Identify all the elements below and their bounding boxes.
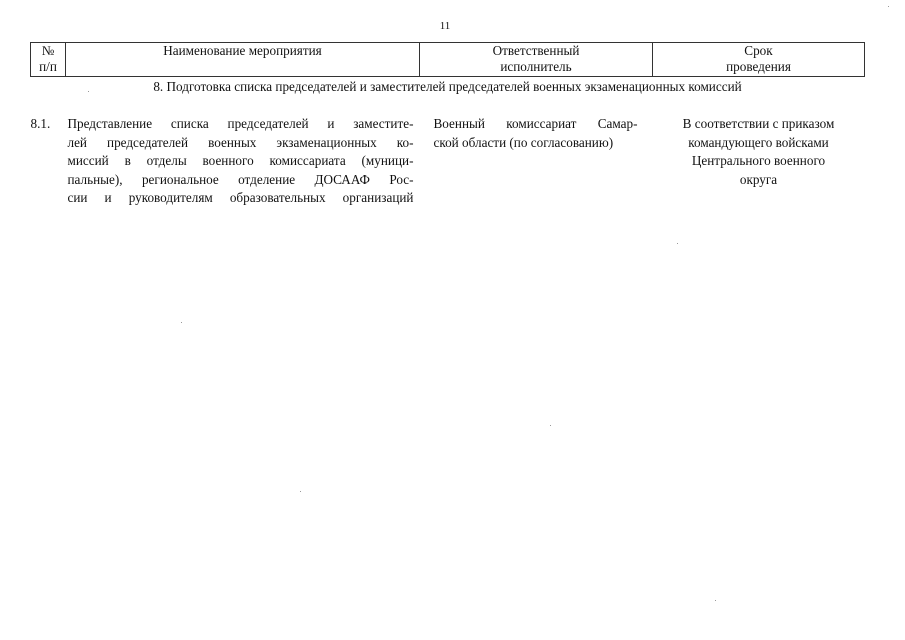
scan-speck bbox=[181, 322, 182, 323]
header-num bbox=[31, 43, 66, 77]
responsible-executor bbox=[420, 115, 653, 208]
header-responsible-line-1: Ответственный bbox=[492, 43, 580, 58]
deadline bbox=[653, 115, 865, 208]
row-number: 8.1. bbox=[30, 116, 51, 131]
header-term-line-2: проведения bbox=[726, 59, 791, 74]
scan-speck bbox=[888, 6, 889, 7]
section-row bbox=[31, 77, 865, 104]
responsible-line: ской области (по согласованию) bbox=[433, 134, 614, 150]
header-term bbox=[653, 43, 865, 77]
header-term-line-1: Срок bbox=[744, 43, 773, 58]
plan-table bbox=[30, 42, 865, 208]
deadline-line: округа bbox=[739, 171, 778, 187]
event-name-line: миссий в отделы военного комиссариата (муници- bbox=[67, 153, 414, 168]
page-number: 11 bbox=[439, 20, 451, 32]
event-name-line: Представление списка председателей и заместите- bbox=[67, 116, 414, 131]
event-name-line: сии и руководителям образовательных организаций bbox=[67, 190, 414, 205]
section-title: 8. Подготовка списка председателей и заместителей председателей военных экзаменационных комиссий bbox=[153, 79, 742, 94]
scan-speck bbox=[677, 243, 678, 244]
row-spacer bbox=[31, 103, 865, 115]
scan-speck bbox=[550, 425, 551, 426]
header-name bbox=[66, 43, 420, 77]
event-name-line: лей председателей военных экзаменационных ко- bbox=[67, 134, 414, 150]
event-name bbox=[66, 115, 420, 208]
responsible-line: Военный комиссариат Самар- bbox=[433, 116, 638, 131]
scan-speck bbox=[300, 491, 301, 492]
header-responsible bbox=[420, 43, 653, 77]
table-header bbox=[31, 43, 865, 77]
event-name-line: пальные), региональное отделение ДОСААФ Рос- bbox=[67, 171, 414, 187]
header-num-line-2: п/п bbox=[39, 59, 57, 74]
scan-speck bbox=[715, 600, 716, 601]
deadline-line: В соответствии с приказом bbox=[682, 116, 835, 131]
header-name-line-1: Наименование мероприятия bbox=[163, 43, 322, 58]
deadline-line: Центрального военного bbox=[691, 153, 826, 168]
table-row bbox=[31, 115, 865, 208]
header-responsible-line-2: исполнитель bbox=[500, 59, 572, 74]
scan-speck bbox=[88, 91, 89, 92]
deadline-line: командующего войсками bbox=[688, 134, 829, 150]
header-num-line-1: № bbox=[41, 43, 55, 58]
